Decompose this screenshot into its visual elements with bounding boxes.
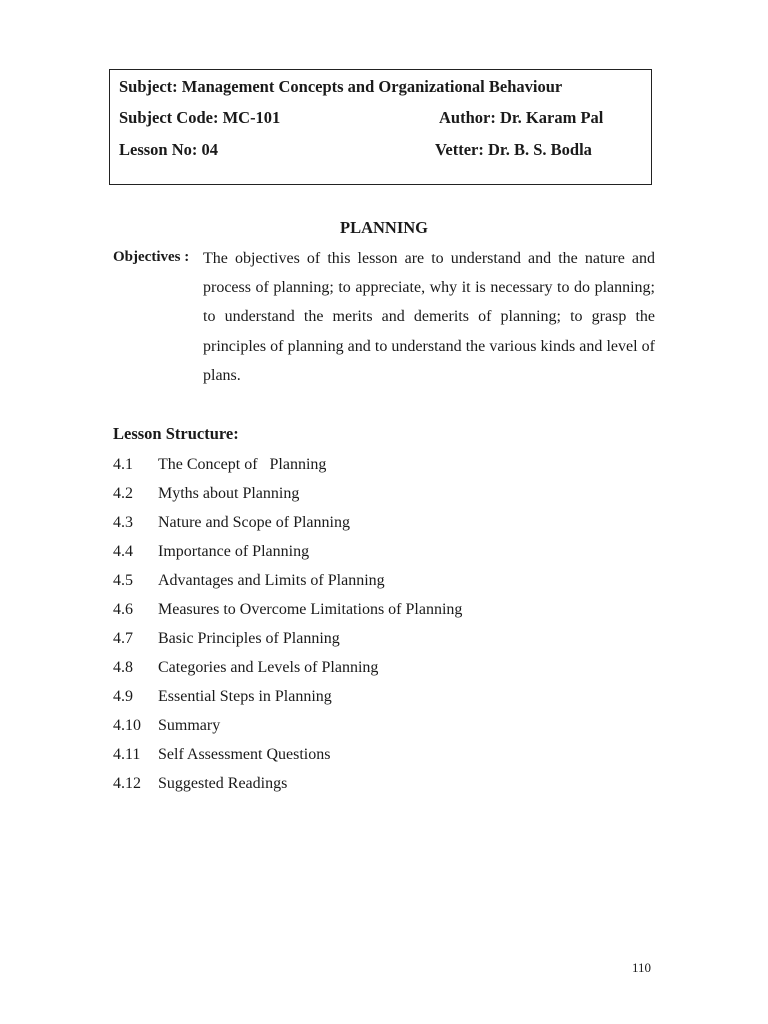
item-label: Nature and Scope of Planning <box>158 514 350 531</box>
page-title: PLANNING <box>339 218 428 237</box>
item-label: Importance of Planning <box>158 543 310 560</box>
list-item <box>113 624 462 653</box>
vetter: Vetter: Dr. B. S. Bodla <box>435 140 592 159</box>
item-label: Myths about Planning <box>158 485 300 502</box>
subject-code: Subject Code: MC-101 <box>119 108 281 127</box>
list-item <box>113 566 462 595</box>
lesson-structure-list <box>113 450 462 798</box>
list-item <box>113 682 462 711</box>
item-number: 4.12 <box>113 775 141 792</box>
item-label: Summary <box>158 717 221 734</box>
objectives-label: Objectives : <box>113 249 190 265</box>
item-number: 4.10 <box>113 717 141 734</box>
item-number: 4.3 <box>113 514 133 531</box>
item-number: 4.8 <box>113 659 133 676</box>
item-number: 4.11 <box>113 746 141 763</box>
subject-line: Subject: Management Concepts and Organizational Behaviour <box>119 77 563 96</box>
item-number: 4.2 <box>113 485 133 502</box>
objectives-text: The objectives of this lesson are to understand and the nature and process of planning; to appreciate, why it is necessary to do planning; to understand the merits and demerits of planning; to grasp the principles of planning and to understand the various kinds and level of plans. <box>203 250 655 384</box>
list-item <box>113 740 462 769</box>
item-number: 4.4 <box>113 543 133 560</box>
item-label: The Concept of Planning <box>158 456 327 473</box>
page-number: 110 <box>632 960 652 975</box>
item-label: Categories and Levels of Planning <box>158 659 379 676</box>
item-number: 4.9 <box>113 688 133 705</box>
item-number: 4.5 <box>113 572 133 589</box>
list-item <box>113 769 462 798</box>
item-label: Measures to Overcome Limitations of Planning <box>158 601 463 618</box>
list-item <box>113 450 462 479</box>
list-item <box>113 595 462 624</box>
list-item <box>113 479 462 508</box>
list-item <box>113 653 462 682</box>
item-number: 4.6 <box>113 601 133 618</box>
author: Author: Dr. Karam Pal <box>439 108 604 127</box>
list-item <box>113 537 462 566</box>
item-number: 4.1 <box>113 456 133 473</box>
lesson-structure-heading: Lesson Structure: <box>113 424 239 443</box>
item-label: Essential Steps in Planning <box>158 688 332 705</box>
item-label: Advantages and Limits of Planning <box>158 572 385 589</box>
lesson-header-box <box>109 69 652 185</box>
item-label: Suggested Readings <box>158 775 288 792</box>
item-label: Self Assessment Questions <box>158 746 331 763</box>
item-label: Basic Principles of Planning <box>158 630 340 647</box>
lesson-number: Lesson No: 04 <box>119 140 219 159</box>
item-number: 4.7 <box>113 630 133 647</box>
list-item <box>113 711 462 740</box>
list-item <box>113 508 462 537</box>
